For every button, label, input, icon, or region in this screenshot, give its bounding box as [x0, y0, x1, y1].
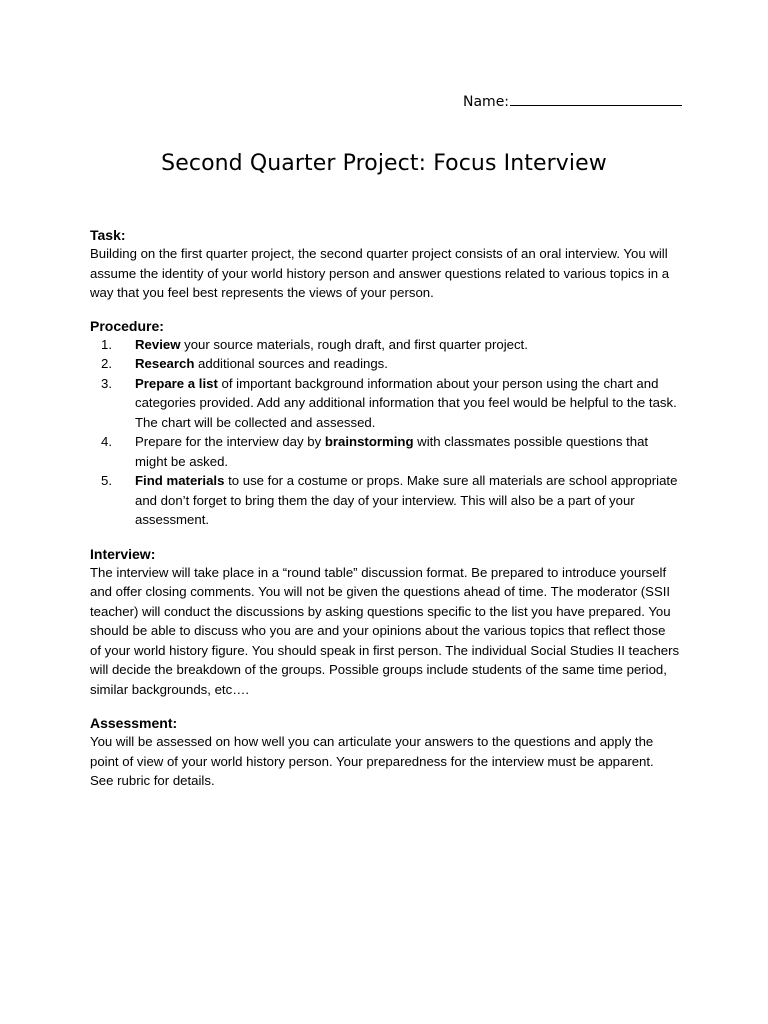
step-keyword: brainstorming — [324, 434, 414, 449]
step-text: to use for a costume or props. Make sure all materials are school appropriate and don’t forget to bring them the day of your interview. This will also be a part of your assessment. — [135, 473, 678, 527]
name-blank-line — [510, 92, 682, 106]
step-keyword: Find materials — [135, 473, 225, 488]
assessment-heading: Assessment: — [90, 715, 178, 731]
procedure-step — [90, 374, 680, 433]
procedure-section — [90, 317, 680, 530]
step-text: additional sources and readings. — [194, 356, 388, 371]
step-text-pre: Prepare for the interview day by — [135, 434, 325, 449]
document-body — [90, 226, 680, 806]
assessment-section — [90, 714, 680, 791]
step-text: your source materials, rough draft, and first quarter project. — [180, 336, 528, 352]
interview-section — [90, 545, 680, 700]
procedure-step — [90, 432, 680, 471]
step-text: with classmates possible questions that might be asked. — [135, 434, 649, 469]
task-heading: Task: — [90, 227, 126, 243]
procedure-step — [90, 354, 680, 374]
step-number: 1. — [101, 336, 112, 352]
name-field — [463, 92, 682, 110]
procedure-heading: Procedure: — [90, 317, 164, 334]
interview-text: The interview will take place in a “round table” discussion format. Be prepared to introduce yourself and offer closing comments. You will not be given the questions ahead of time. The moderator (SSII teacher) will conduct the discussions by asking questions specific to the list you have prepared. You should be able to discuss who you are and your opinions about the various topics that reflect those of your world history figure. You should speak in first person. The individual Social Studies II teachers will decide the breakdown of the groups. Possible groups include students of the same time period, similar backgrounds, etc…. — [90, 564, 680, 697]
procedure-step — [90, 471, 680, 530]
step-keyword: Research — [135, 356, 195, 371]
task-text: Building on the first quarter project, the second quarter project consists of an oral interview. You will assume the identity of your world history person and answer questions related to various topics in a way that you feel best represents the views of your person. — [90, 246, 670, 300]
assessment-text: You will be assessed on how well you can articulate your answers to the questions and apply the point of view of your world history person. Your preparedness for the interview must be apparent. See rubric for details. — [90, 734, 654, 788]
task-section — [90, 226, 680, 303]
step-number: 4. — [101, 434, 112, 449]
step-number: 5. — [101, 473, 112, 488]
procedure-list — [90, 335, 680, 530]
step-keyword: Prepare a list — [135, 375, 218, 391]
step-keyword: Review — [135, 336, 181, 352]
step-number: 2. — [101, 356, 112, 371]
procedure-step — [90, 335, 680, 355]
step-number: 3. — [101, 375, 112, 391]
page-title: Second Quarter Project: Focus Interview — [161, 151, 607, 176]
step-text: of important background information about your person using the chart and categories provided. Add any additional information that you feel would be helpful to the task. The chart will be collected and assessed. — [135, 375, 677, 430]
name-label: Name: — [463, 94, 510, 110]
interview-heading: Interview: — [90, 545, 156, 562]
